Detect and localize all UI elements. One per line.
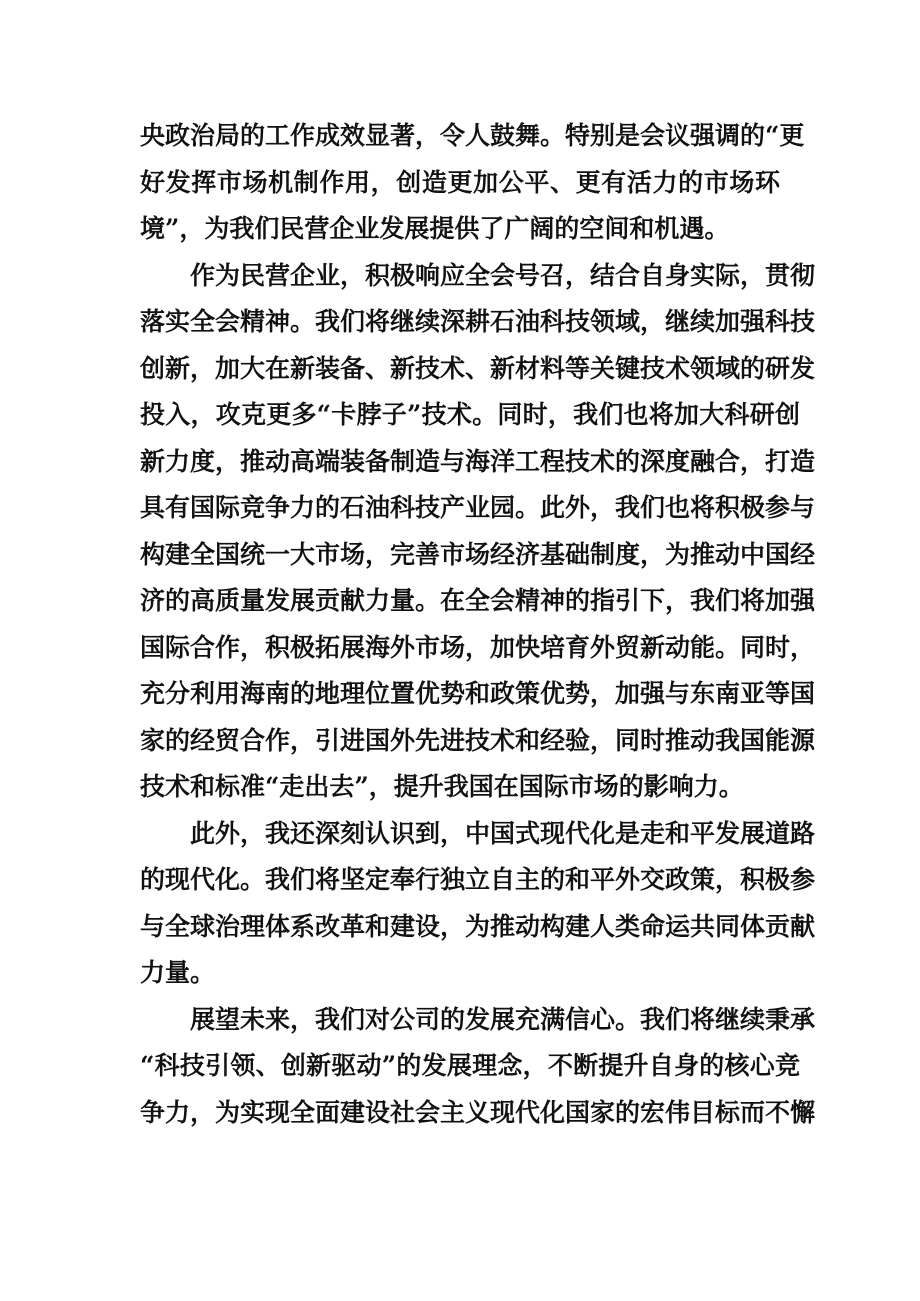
- text-line: 新力度，推动高端装备制造与海洋工程技术的深度融合，打造: [140, 446, 816, 476]
- text-line: 好发挥市场机制作用，创造更加公平、更有活力的市场环: [140, 167, 780, 197]
- text-line: 国际合作，积极拓展海外市场，加快培育外贸新动能。同时，: [140, 632, 816, 662]
- text-line: 作为民营企业，积极响应全会号召，结合自身实际，贯彻: [190, 260, 816, 290]
- text-line: 争力，为实现全面建设社会主义现代化国家的宏伟目标而不懈: [140, 1097, 816, 1127]
- text-line: 境”，为我们民营企业发展提供了广阔的空间和机遇。: [140, 214, 730, 243]
- text-line: 投入，攻克更多“卡脖子”技术。同时，我们也将加大科研创: [140, 400, 800, 429]
- text-line: 央政治局的工作成效显著，令人鼓舞。特别是会议强调的“更: [140, 121, 805, 150]
- paragraph: [140, 811, 816, 997]
- text-line: “科技引领、创新驱动”的发展理念，不断提升自身的核心竞: [140, 1051, 800, 1080]
- text-line: 充分利用海南的地理位置优势和政策优势，加强与东南亚等国: [140, 679, 816, 708]
- paragraph: [140, 997, 816, 1137]
- text-line: 技术和标准“走出去”，提升我国在国际市场的影响力。: [140, 772, 744, 801]
- paragraph: [140, 253, 816, 811]
- text-line: 力量。: [140, 958, 216, 987]
- text-line: 具有国际竞争力的石油科技产业园。此外，我们也将积极参与: [140, 493, 816, 522]
- text-line: 创新，加大在新装备、新技术、新材料等关键技术领域的研发: [140, 353, 816, 383]
- document-body: [140, 113, 816, 1136]
- text-line: 落实全会精神。我们将继续深耕石油科技领域，继续加强科技: [140, 307, 816, 336]
- text-line: 构建全国统一大市场，完善市场经济基础制度，为推动中国经: [140, 539, 816, 569]
- text-line: 此外，我还深刻认识到，中国式现代化是走和平发展道路: [190, 818, 816, 848]
- text-line: 展望未来，我们对公司的发展充满信心。我们将继续秉承: [190, 1004, 816, 1034]
- text-line: 的现代化。我们将坚定奉行独立自主的和平外交政策，积极参: [140, 865, 816, 894]
- text-line: 与全球治理体系改革和建设，为推动构建人类命运共同体贡献: [140, 911, 816, 941]
- paragraph: [140, 113, 805, 253]
- text-line: 济的高质量发展贡献力量。在全会精神的指引下，我们将加强: [140, 586, 816, 615]
- text-line: 家的经贸合作，引进国外先进技术和经验，同时推动我国能源: [140, 725, 816, 755]
